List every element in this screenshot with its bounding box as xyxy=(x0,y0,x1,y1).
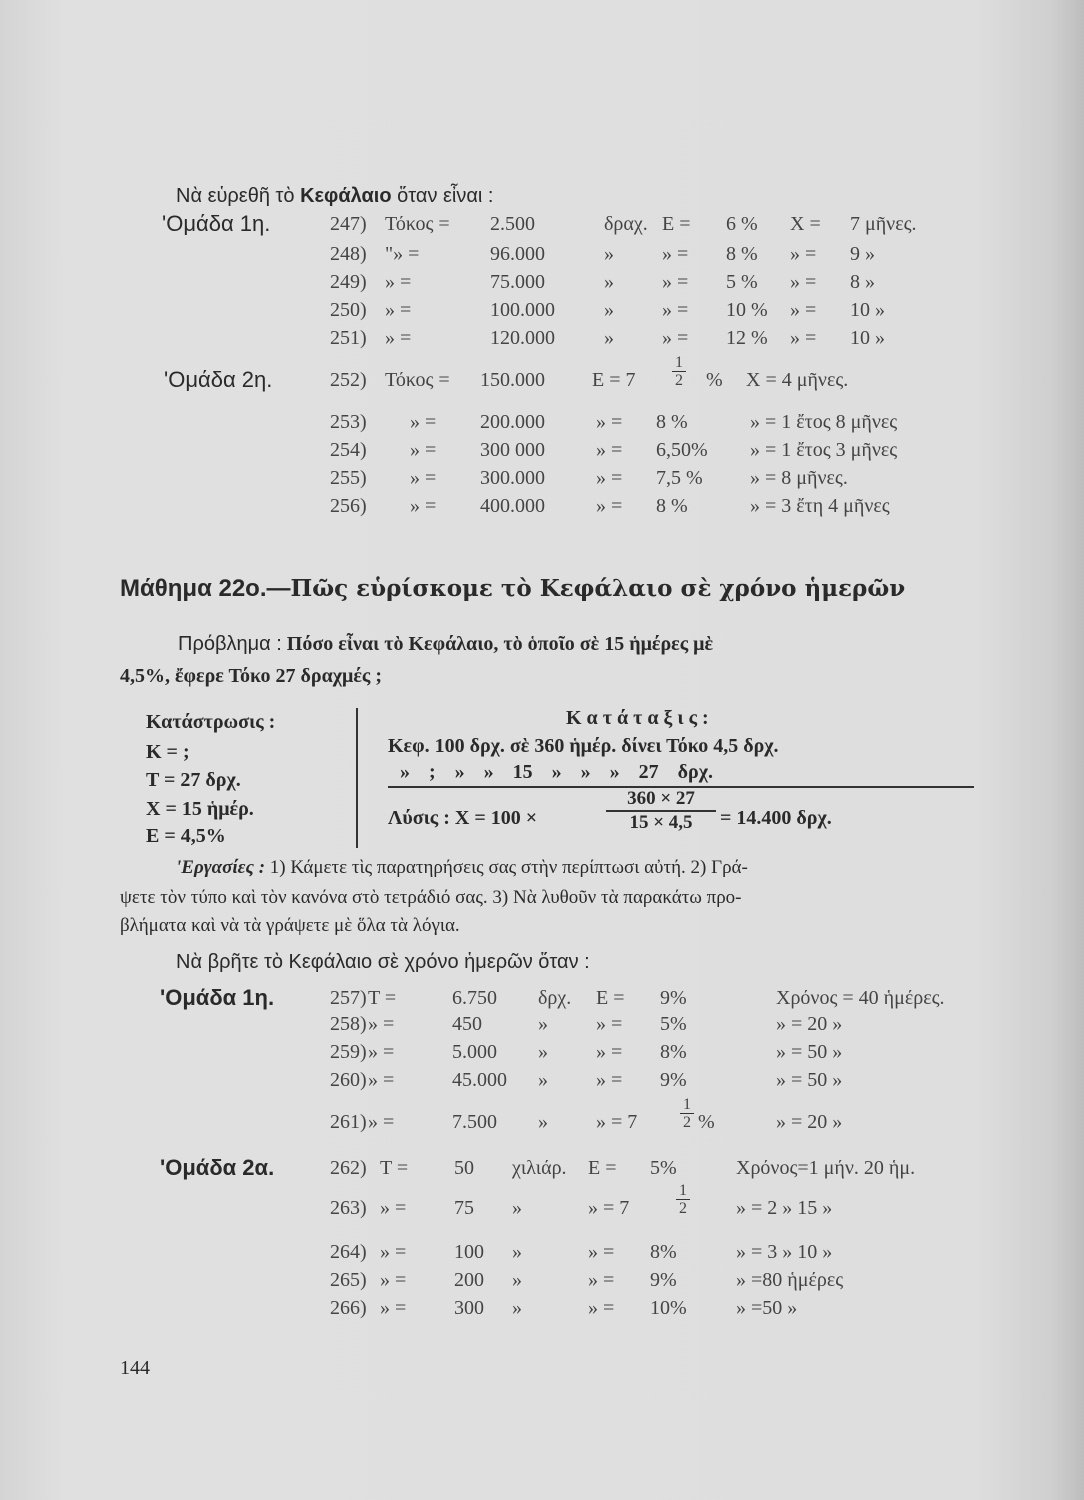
g4-row-rate: 9% xyxy=(650,1269,677,1291)
g4-row-unit: » xyxy=(512,1269,522,1291)
g1-row-tokos: » = xyxy=(385,327,412,349)
page-edge xyxy=(1071,0,1074,1500)
tasks-label: 'Εργασίες : xyxy=(176,857,266,878)
g2-first-time: X = 4 μῆνες. xyxy=(746,369,849,391)
g4-row-number: 264) xyxy=(330,1241,367,1263)
g4-row-e: » = 7 xyxy=(588,1197,630,1219)
g3-row-fraction xyxy=(680,1096,694,1131)
g2-first-rate: % xyxy=(706,369,723,391)
g4-row-rate: 5% xyxy=(650,1157,677,1179)
solution-result: = 14.400 δρχ. xyxy=(720,807,832,829)
g4-row-amount: 300 xyxy=(454,1297,484,1319)
g1-row-amount: 75.000 xyxy=(490,271,545,293)
tasks-text1: 1) Κάμετε τὶς παρατηρήσεις σας στὴν περίπτωσι αὐτή. 2) Γρά- xyxy=(269,857,748,878)
g4-row-e: E = xyxy=(588,1157,617,1179)
g1-row-time: 9 » xyxy=(850,243,875,265)
g2-row-tokos: » = xyxy=(410,467,437,489)
group3-label: 'Ομάδα 1η. xyxy=(160,985,275,1010)
solution-numerator: 360 × 27 xyxy=(627,788,695,809)
tasks-line2: ψετε τὸν τύπο καὶ τὸν κανόνα στὸ τετράδιό σας. 3) Νὰ λυθοῦν τὰ παρακάτω προ- xyxy=(120,887,742,908)
g3-row-number: 257) xyxy=(330,987,367,1009)
g3-row-amount: 5.000 xyxy=(452,1041,497,1063)
g1-row-number: 249) xyxy=(330,271,367,293)
g4-row-number: 263) xyxy=(330,1197,367,1219)
g4-row-e: » = xyxy=(588,1269,615,1291)
g4-row-t: » = xyxy=(380,1197,407,1219)
g4-row-t: » = xyxy=(380,1241,407,1263)
g4-row-rate: 8% xyxy=(650,1241,677,1263)
intro-text: Νὰ εὑρεθῆ τὸ xyxy=(176,185,301,207)
solution-label: Λύσις : X = 100 × xyxy=(388,807,538,829)
g4-row-amount: 200 xyxy=(454,1269,484,1291)
intro-text-end: ὅταν εἶναι : xyxy=(391,185,494,207)
g3-row-t: » = xyxy=(368,1069,395,1091)
g4-row-time: » = 2 » 15 » xyxy=(736,1197,833,1219)
g3-row-unit: δρχ. xyxy=(538,987,572,1009)
g4-row-unit: » xyxy=(512,1297,522,1319)
g1-row-unit: » xyxy=(604,243,614,265)
g2-row-e: » = xyxy=(596,467,623,489)
g3-row-unit: » xyxy=(538,1013,548,1035)
g1-row-time: 7 μῆνες. xyxy=(850,213,917,235)
g3-row-time: » = 50 » xyxy=(776,1041,843,1063)
problem-label: Πρόβλημα : xyxy=(178,633,282,655)
g2-first-num: 252) xyxy=(330,369,367,391)
g2-row-number: 255) xyxy=(330,467,367,489)
g4-row-amount: 100 xyxy=(454,1241,484,1263)
g1-row-amount: 96.000 xyxy=(490,243,545,265)
problem-line1 xyxy=(178,632,713,656)
g2-first-fraction xyxy=(672,354,686,389)
g2-row-rate: 6,50% xyxy=(656,439,708,461)
g1-row-unit: » xyxy=(604,299,614,321)
g4-row-unit: » xyxy=(512,1197,522,1219)
lesson-title xyxy=(120,574,905,604)
g1-row-tokos: » = xyxy=(385,271,412,293)
g1-row-x: » = xyxy=(790,299,817,321)
g1-row-e: » = xyxy=(662,271,689,293)
g1-row-number: 250) xyxy=(330,299,367,321)
g1-row-number: 251) xyxy=(330,327,367,349)
g4-row-unit: χιλιάρ. xyxy=(512,1157,567,1179)
g3-row-unit: » xyxy=(538,1069,548,1091)
g1-row-e: E = xyxy=(662,213,691,235)
g3-row-t: » = xyxy=(368,1041,395,1063)
lesson-subtitle: Πῶς εὑρίσκομε τὸ Κεφάλαιο σὲ χρόνο ἡμερῶν xyxy=(290,575,906,602)
kataxis-line1: Κεφ. 100 δρχ. σὲ 360 ἡμέρ. δίνει Τόκο 4,5 δρχ. xyxy=(388,735,779,757)
katastrosis-e: E = 4,5% xyxy=(146,825,226,847)
g3-row-rate: 9% xyxy=(660,1069,687,1091)
g4-row-amount: 75 xyxy=(454,1197,474,1219)
g2-first-amt: 150.000 xyxy=(480,369,545,391)
g3-row-time: » = 50 » xyxy=(776,1069,843,1091)
g1-row-time: 8 » xyxy=(850,271,875,293)
katastrosis-t: T = 27 δρχ. xyxy=(146,769,241,791)
g1-row-x: » = xyxy=(790,271,817,293)
g4-row-e: » = xyxy=(588,1297,615,1319)
g4-row-t: » = xyxy=(380,1269,407,1291)
g2-row-amount: 400.000 xyxy=(480,495,545,517)
g2-row-time: » = 3 ἔτη 4 μῆνες xyxy=(750,495,890,517)
g1-row-rate: 12 % xyxy=(726,327,768,349)
g4-row-t: » = xyxy=(380,1297,407,1319)
g1-row-e: » = xyxy=(662,327,689,349)
g3-row-rate: 5% xyxy=(660,1013,687,1035)
g2-row-amount: 300.000 xyxy=(480,467,545,489)
g1-row-x: » = xyxy=(790,243,817,265)
g3-row-rate: % xyxy=(698,1111,715,1133)
g3-row-t: T = xyxy=(368,987,397,1009)
page-number: 144 xyxy=(120,1357,150,1379)
g3-row-amount: 450 xyxy=(452,1013,482,1035)
intro-bold: Κεφάλαιο xyxy=(300,185,392,207)
column-divider xyxy=(356,708,358,848)
g1-row-rate: 6 % xyxy=(726,213,758,235)
g1-row-amount: 2.500 xyxy=(490,213,535,235)
g2-first-t: Τόκος = xyxy=(385,369,450,391)
g2-row-e: » = xyxy=(596,495,623,517)
g1-row-amount: 100.000 xyxy=(490,299,555,321)
lesson-number: Μάθημα 22ο.— xyxy=(120,575,291,602)
g1-row-rate: 5 % xyxy=(726,271,758,293)
tasks-line3: βλήματα καὶ νὰ τὰ γράψετε μὲ ὅλα τὰ λόγια. xyxy=(120,915,460,936)
fraction-denominator: 2 xyxy=(679,1200,687,1217)
intro2-line: Νὰ βρῆτε τὸ Κεφάλαιο σὲ χρόνο ἡμερῶν ὅταν : xyxy=(176,951,590,973)
g2-row-tokos: » = xyxy=(410,495,437,517)
g3-row-time: Χρόνος = 40 ἡμέρες. xyxy=(776,987,945,1009)
g2-row-e: » = xyxy=(596,439,623,461)
group4-label: 'Ομάδα 2α. xyxy=(160,1155,275,1180)
g2-row-amount: 200.000 xyxy=(480,411,545,433)
g2-first-e: E = 7 xyxy=(592,369,636,391)
g3-row-e: » = 7 xyxy=(596,1111,638,1133)
g1-row-unit: δραχ. xyxy=(604,213,648,235)
katastrosis-x: X = 15 ἡμέρ. xyxy=(146,798,254,820)
fraction-numerator: 1 xyxy=(679,1182,687,1199)
g2-row-rate: 7,5 % xyxy=(656,467,703,489)
g3-row-time: » = 20 » xyxy=(776,1013,843,1035)
g3-row-rate: 8% xyxy=(660,1041,687,1063)
g1-row-time: 10 » xyxy=(850,327,885,349)
g3-row-number: 258) xyxy=(330,1013,367,1035)
g3-row-unit: » xyxy=(538,1111,548,1133)
g4-row-time: » =80 ἡμέρες xyxy=(736,1269,844,1291)
g2-row-rate: 8 % xyxy=(656,411,688,433)
kataxis-title: Κ α τ ά τ α ξ ι ς : xyxy=(566,707,709,729)
fraction-denominator: 2 xyxy=(675,372,683,389)
g1-row-amount: 120.000 xyxy=(490,327,555,349)
g3-row-e: » = xyxy=(596,1069,623,1091)
g4-row-time: » =50 » xyxy=(736,1297,798,1319)
g2-row-number: 254) xyxy=(330,439,367,461)
fraction-numerator: 1 xyxy=(683,1096,691,1113)
g1-row-e: » = xyxy=(662,243,689,265)
g3-row-number: 259) xyxy=(330,1041,367,1063)
g2-row-tokos: » = xyxy=(410,439,437,461)
g2-row-rate: 8 % xyxy=(656,495,688,517)
g1-row-x: X = xyxy=(790,213,821,235)
g4-row-e: » = xyxy=(588,1241,615,1263)
tasks-line1 xyxy=(176,856,748,880)
g3-row-e: » = xyxy=(596,1041,623,1063)
g3-row-e: » = xyxy=(596,1013,623,1035)
fraction-denominator: 2 xyxy=(683,1114,691,1131)
g1-row-unit: » xyxy=(604,327,614,349)
kataxis-line2: » ; » » 15 » » » 27 δρχ. xyxy=(400,761,713,783)
g2-row-amount: 300 000 xyxy=(480,439,545,461)
g4-row-rate: 10% xyxy=(650,1297,687,1319)
group1-label: 'Ομάδα 1η. xyxy=(162,211,271,236)
solution-fraction xyxy=(606,788,716,834)
katastrosis-k: K = ; xyxy=(146,741,190,763)
fraction-numerator: 1 xyxy=(675,354,683,371)
g4-row-unit: » xyxy=(512,1241,522,1263)
g3-row-e: E = xyxy=(596,987,625,1009)
g4-row-number: 262) xyxy=(330,1157,367,1179)
g3-row-time: » = 20 » xyxy=(776,1111,843,1133)
g2-row-time: » = 1 ἔτος 3 μῆνες xyxy=(750,439,898,461)
g3-row-number: 261) xyxy=(330,1111,367,1133)
g3-row-unit: » xyxy=(538,1041,548,1063)
katastrosis-title: Κατάστρωσις : xyxy=(146,711,276,733)
g4-row-fraction xyxy=(676,1182,690,1217)
g1-row-rate: 10 % xyxy=(726,299,768,321)
g3-row-t: » = xyxy=(368,1013,395,1035)
g1-row-tokos: » = xyxy=(385,299,412,321)
group2-label: 'Ομάδα 2η. xyxy=(164,367,273,392)
g3-row-amount: 7.500 xyxy=(452,1111,497,1133)
g1-row-x: » = xyxy=(790,327,817,349)
problem-text1: Πόσο εἶναι τὸ Κεφάλαιο, τὸ ὁποῖο σὲ 15 ἡμέρες μὲ xyxy=(286,633,714,655)
g1-row-number: 248) xyxy=(330,243,367,265)
g4-row-time: Χρόνος=1 μήν. 20 ἡμ. xyxy=(736,1157,916,1179)
g4-row-time: » = 3 » 10 » xyxy=(736,1241,833,1263)
g3-row-amount: 6.750 xyxy=(452,987,497,1009)
g2-row-time: » = 1 ἔτος 8 μῆνες xyxy=(750,411,898,433)
g3-row-number: 260) xyxy=(330,1069,367,1091)
g2-row-e: » = xyxy=(596,411,623,433)
intro-line xyxy=(176,184,493,208)
g1-row-tokos: "» = xyxy=(385,243,420,265)
g2-row-number: 253) xyxy=(330,411,367,433)
g4-row-number: 266) xyxy=(330,1297,367,1319)
g2-row-number: 256) xyxy=(330,495,367,517)
g1-row-tokos: Τόκος = xyxy=(385,213,450,235)
g4-row-t: T = xyxy=(380,1157,409,1179)
g4-row-number: 265) xyxy=(330,1269,367,1291)
g3-row-amount: 45.000 xyxy=(452,1069,507,1091)
solution-denominator: 15 × 4,5 xyxy=(629,812,693,833)
g4-row-amount: 50 xyxy=(454,1157,474,1179)
g2-row-tokos: » = xyxy=(410,411,437,433)
g1-row-rate: 8 % xyxy=(726,243,758,265)
g2-row-time: » = 8 μῆνες. xyxy=(750,467,848,489)
g3-row-rate: 9% xyxy=(660,987,687,1009)
g1-row-number: 247) xyxy=(330,213,367,235)
g1-row-unit: » xyxy=(604,271,614,293)
g1-row-e: » = xyxy=(662,299,689,321)
problem-line2: 4,5%, ἔφερε Τόκο 27 δραχμές ; xyxy=(120,665,382,687)
g3-row-t: » = xyxy=(368,1111,395,1133)
g1-row-time: 10 » xyxy=(850,299,885,321)
